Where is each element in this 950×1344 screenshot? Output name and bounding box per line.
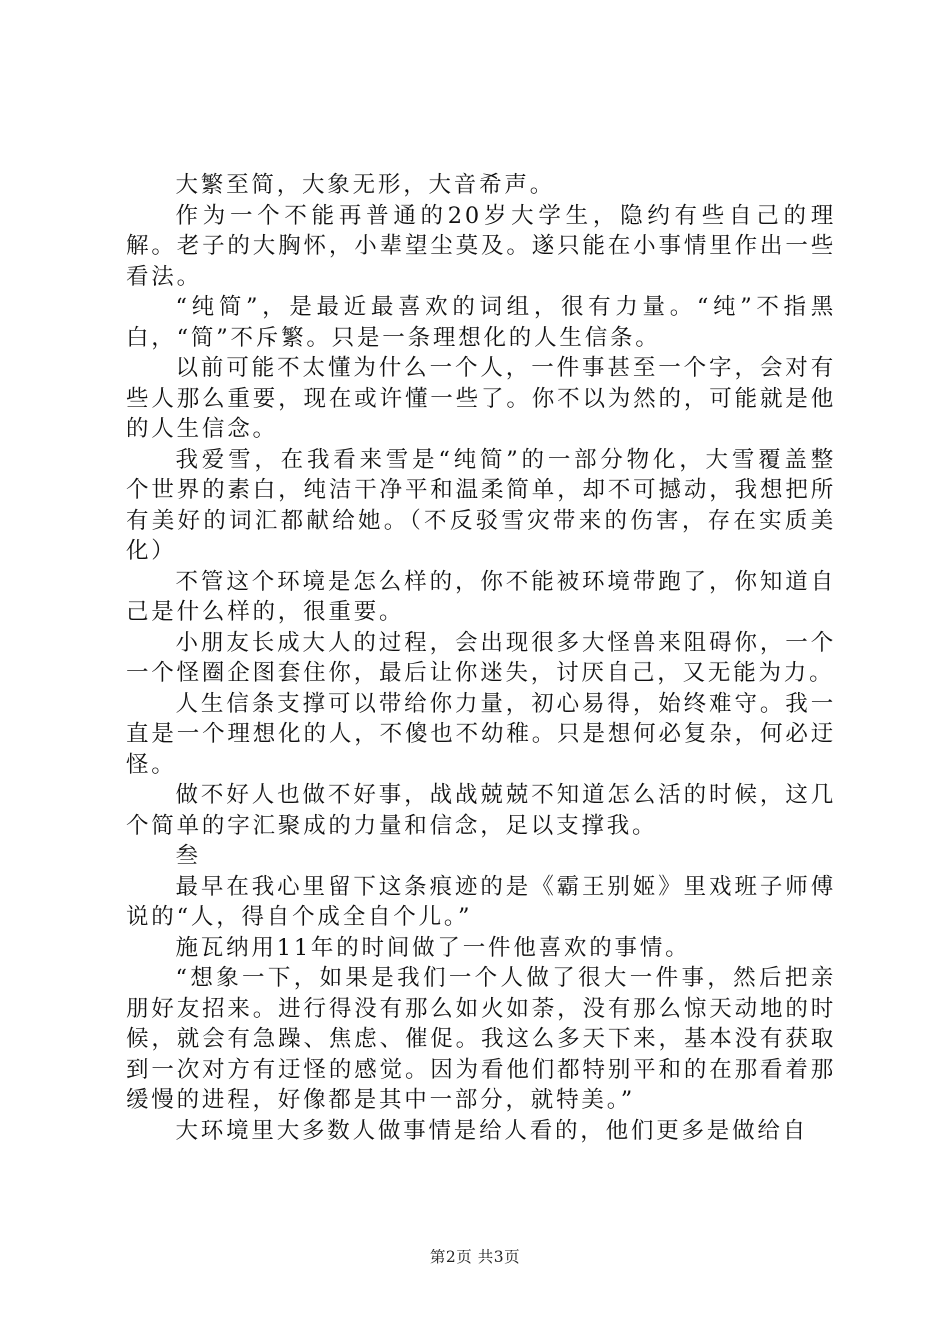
- paragraph: 不管这个环境是怎么样的，你不能被环境带跑了，你知道自己是什么样的，很重要。: [126, 568, 836, 625]
- paragraph: 大环境里大多数人做事情是给人看的，他们更多是做给自: [175, 1117, 809, 1144]
- section-heading: 叁: [175, 843, 201, 869]
- paragraph: 最早在我心里留下这条痕迹的是《霸王别姬》里戏班子师傅说的“人，得自个成全自个儿。”: [126, 873, 836, 930]
- page-footer: 第2页 共3页: [429, 1248, 521, 1266]
- paragraph: 大繁至简，大象无形，大音希声。: [175, 172, 556, 198]
- paragraph: 我爱雪，在我看来雪是“纯简”的一部分物化，大雪覆盖整个世界的素白，纯洁干净平和温柔简单，却不可撼动，我想把所有美好的词汇都献给她。（不反驳雪灾带来的伤害，存在实质美化）: [126, 446, 836, 564]
- paragraph: 人生信条支撑可以带给你力量，初心易得，始终难守。我一直是一个理想化的人，不傻也不幼稚。只是想何必复杂，何必迂怪。: [126, 690, 836, 778]
- paragraph: 作为一个不能再普通的20岁大学生，隐约有些自己的理解。老子的大胸怀，小辈望尘莫及。遂只能在小事情里作出一些看法。: [126, 202, 836, 290]
- document-body: [126, 170, 836, 1146]
- paragraph: 做不好人也做不好事，战战兢兢不知道怎么活的时候，这几个简单的字汇聚成的力量和信念，足以支撑我。: [126, 782, 836, 839]
- paragraph: “纯简”，是最近最喜欢的词组，很有力量。“纯”不指黑白，“简”不斥繁。只是一条理想化的人生信条。: [126, 294, 836, 351]
- paragraph: 以前可能不太懂为什么一个人，一件事甚至一个字，会对有些人那么重要，现在或许懂一些了。你不以为然的，可能就是他的人生信念。: [126, 355, 836, 442]
- paragraph: 施瓦纳用11年的时间做了一件他喜欢的事情。: [175, 934, 691, 961]
- paragraph: “想象一下，如果是我们一个人做了很大一件事，然后把亲朋好友招来。进行得没有那么如火如荼，没有那么惊天动地的时候，就会有急躁、焦虑、催促。我这么多天下来，基本没有获取到一次对方有迂怪的感觉。因为看他们都特别平和的在那看着那缓慢的进程，好像都是其中一部分，就特美。”: [126, 965, 836, 1113]
- paragraph: 小朋友长成大人的过程，会出现很多大怪兽来阻碍你，一个一个怪圈企图套住你，最后让你迷失，讨厌自己，又无能为力。: [126, 629, 836, 686]
